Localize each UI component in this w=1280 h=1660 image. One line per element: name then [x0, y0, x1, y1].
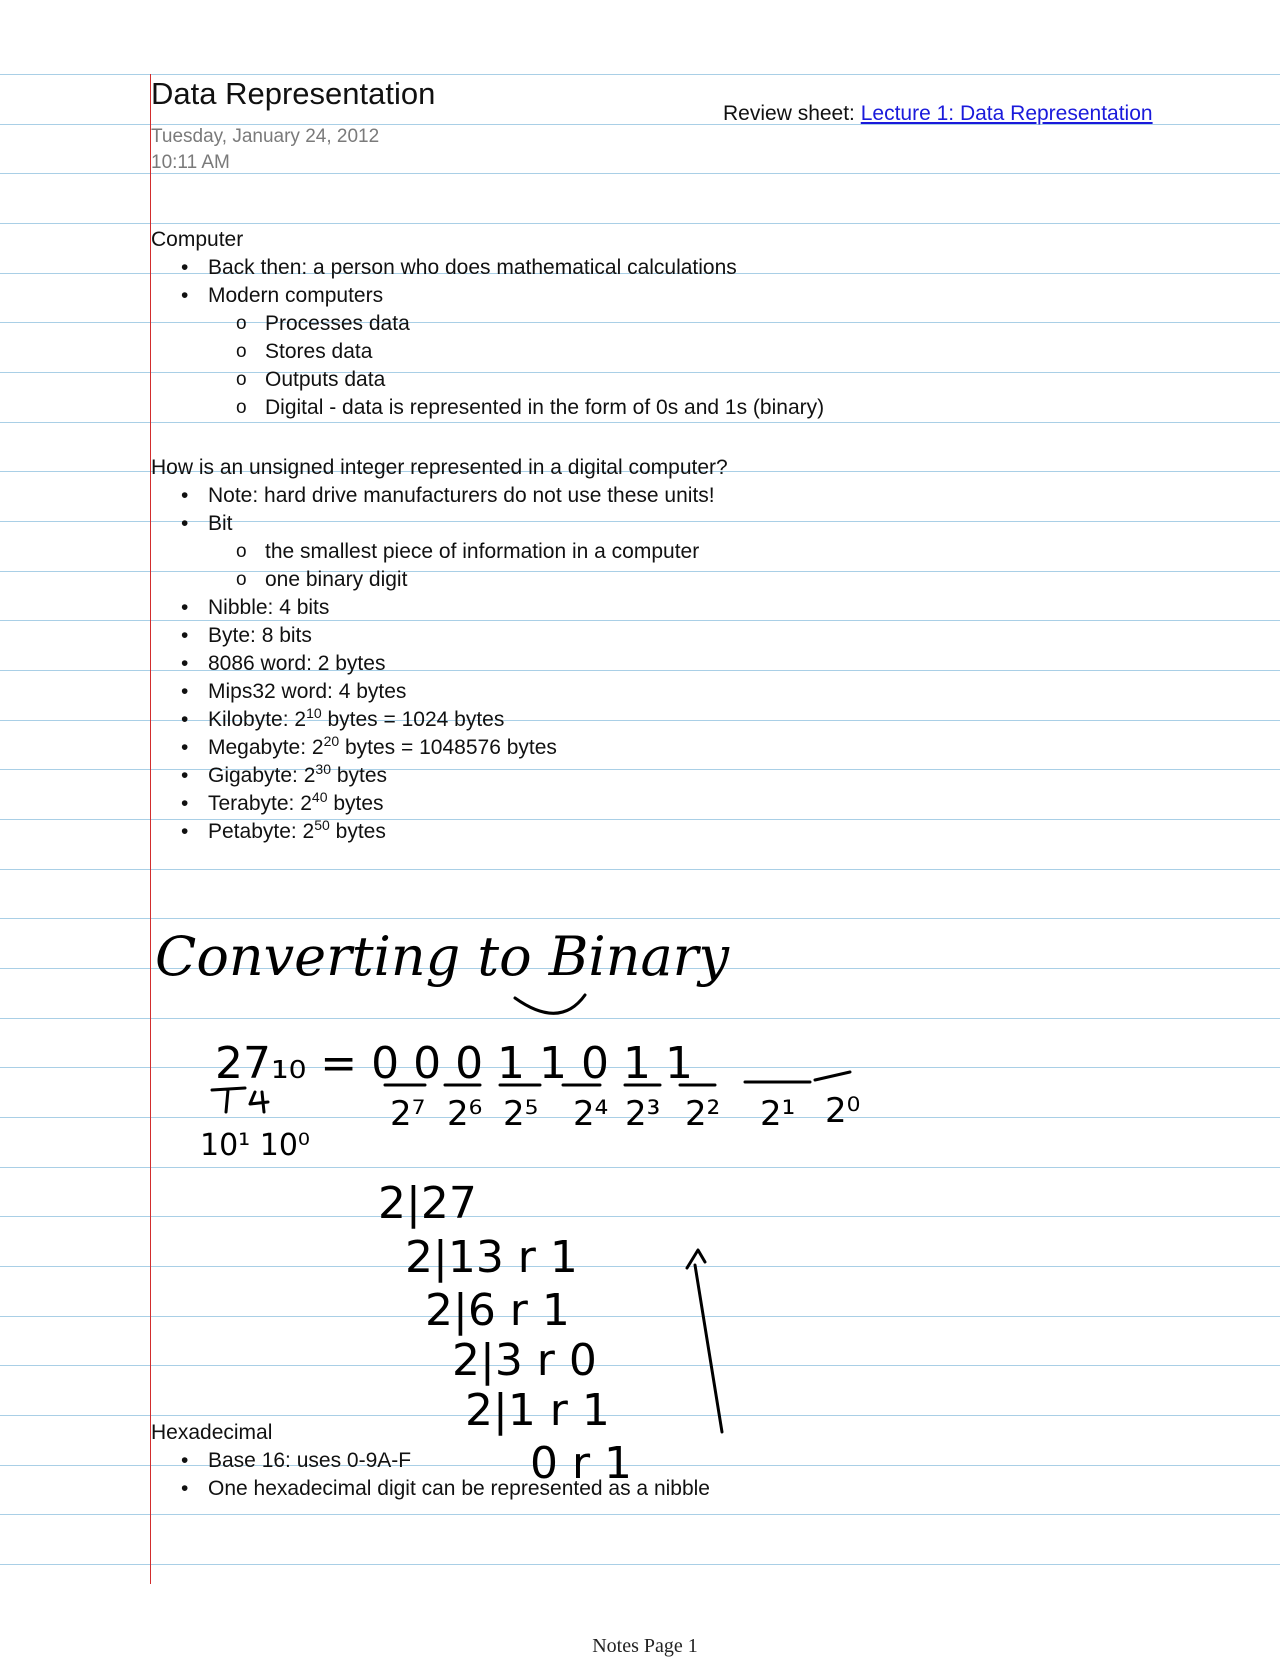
- note-time: 10:11 AM: [151, 152, 230, 173]
- power-labels: [390, 1091, 860, 1134]
- list-item-petabyte: • Petabyte: $2^{50}$ bytes: [151, 818, 728, 846]
- svg-text:2|13 r 1: 2|13 r 1: [405, 1232, 578, 1283]
- list-item-gigabyte: • Gigabyte: $2^{30}$ bytes: [151, 762, 728, 790]
- svg-text:2|27: 2|27: [378, 1178, 477, 1229]
- integer-section: [151, 454, 728, 846]
- place-marks: [212, 1088, 268, 1112]
- list-item-terabyte: • Terabyte: $2^{40}$ bytes: [151, 790, 728, 818]
- computer-heading: Computer: [151, 228, 244, 251]
- sub-list-item: o Outputs data: [151, 366, 824, 394]
- svg-text:2³: 2³: [625, 1094, 661, 1134]
- list-item: • Bit: [151, 510, 728, 538]
- list-item: • Mips32 word: 4 bytes: [151, 678, 728, 706]
- sub-list-item: o the smallest piece of information in a computer: [151, 538, 728, 566]
- list-item: • Back then: a person who does mathematical calculations: [151, 254, 824, 282]
- review-sheet: [723, 102, 1153, 126]
- read-up-arrow: [687, 1250, 722, 1432]
- handwriting-title: [155, 925, 730, 988]
- svg-text:2¹: 2¹: [760, 1094, 796, 1134]
- list-item: • Base 16: uses 0-9A-F: [151, 1447, 710, 1475]
- hexadecimal-section: [151, 1419, 710, 1503]
- review-label: Review sheet:: [723, 102, 861, 125]
- svg-text:2⁴: 2⁴: [573, 1094, 609, 1134]
- note-date: Tuesday, January 24, 2012: [151, 126, 380, 147]
- list-item: • One hexadecimal digit can be represented as a nibble: [151, 1475, 710, 1503]
- computer-section: [151, 226, 824, 422]
- list-item-kilobyte: • Kilobyte: $2^{10}$ bytes = 1024 bytes: [151, 706, 728, 734]
- digit-underlines: [385, 1072, 850, 1085]
- svg-text:2²: 2²: [685, 1094, 721, 1134]
- svg-text:2|1 r 1: 2|1 r 1: [465, 1385, 610, 1436]
- svg-text:Converting to Binary: Converting to Binary: [155, 925, 729, 988]
- sub-list-item: o Digital - data is represented in the form of 0s and 1s (binary): [151, 394, 824, 422]
- list-item: • Note: hard drive manufacturers do not use these units!: [151, 482, 728, 510]
- hexadecimal-heading: Hexadecimal: [151, 1421, 273, 1444]
- svg-text:2⁵: 2⁵: [503, 1094, 539, 1134]
- list-item: • Nibble: 4 bits: [151, 594, 728, 622]
- binary-equation: [215, 1038, 693, 1089]
- list-item-megabyte: • Megabyte: $2^{20}$ bytes = 1048576 bytes: [151, 734, 728, 762]
- sub-list-item: o one binary digit: [151, 566, 728, 594]
- place-values: 10¹ 10⁰: [200, 1128, 310, 1163]
- svg-text:27₁₀ = 0 0 0 1 1 0 1 1: 27₁₀ = 0 0 0 1 1 0 1 1: [215, 1038, 693, 1089]
- page-footer: Notes Page 1: [592, 1635, 698, 1657]
- svg-text:2⁶: 2⁶: [447, 1094, 483, 1134]
- svg-text:2⁷: 2⁷: [390, 1094, 426, 1134]
- list-item: • Modern computers: [151, 282, 824, 310]
- svg-text:2|6 r 1: 2|6 r 1: [425, 1285, 570, 1336]
- title-underline-hook: [515, 995, 585, 1013]
- svg-text:2⁰: 2⁰: [825, 1091, 861, 1131]
- svg-text:0 r 1: 0 r 1: [530, 1438, 633, 1489]
- svg-text:2|3 r 0: 2|3 r 0: [452, 1335, 597, 1386]
- integer-heading: How is an unsigned integer represented in a digital computer?: [151, 456, 728, 479]
- lecture-link[interactable]: Lecture 1: Data Representation: [860, 102, 1153, 125]
- list-item: • 8086 word: 2 bytes: [151, 650, 728, 678]
- sub-list-item: o Stores data: [151, 338, 824, 366]
- page-title: Data Representation: [151, 76, 436, 111]
- sub-list-item: o Processes data: [151, 310, 824, 338]
- list-item: • Byte: 8 bits: [151, 622, 728, 650]
